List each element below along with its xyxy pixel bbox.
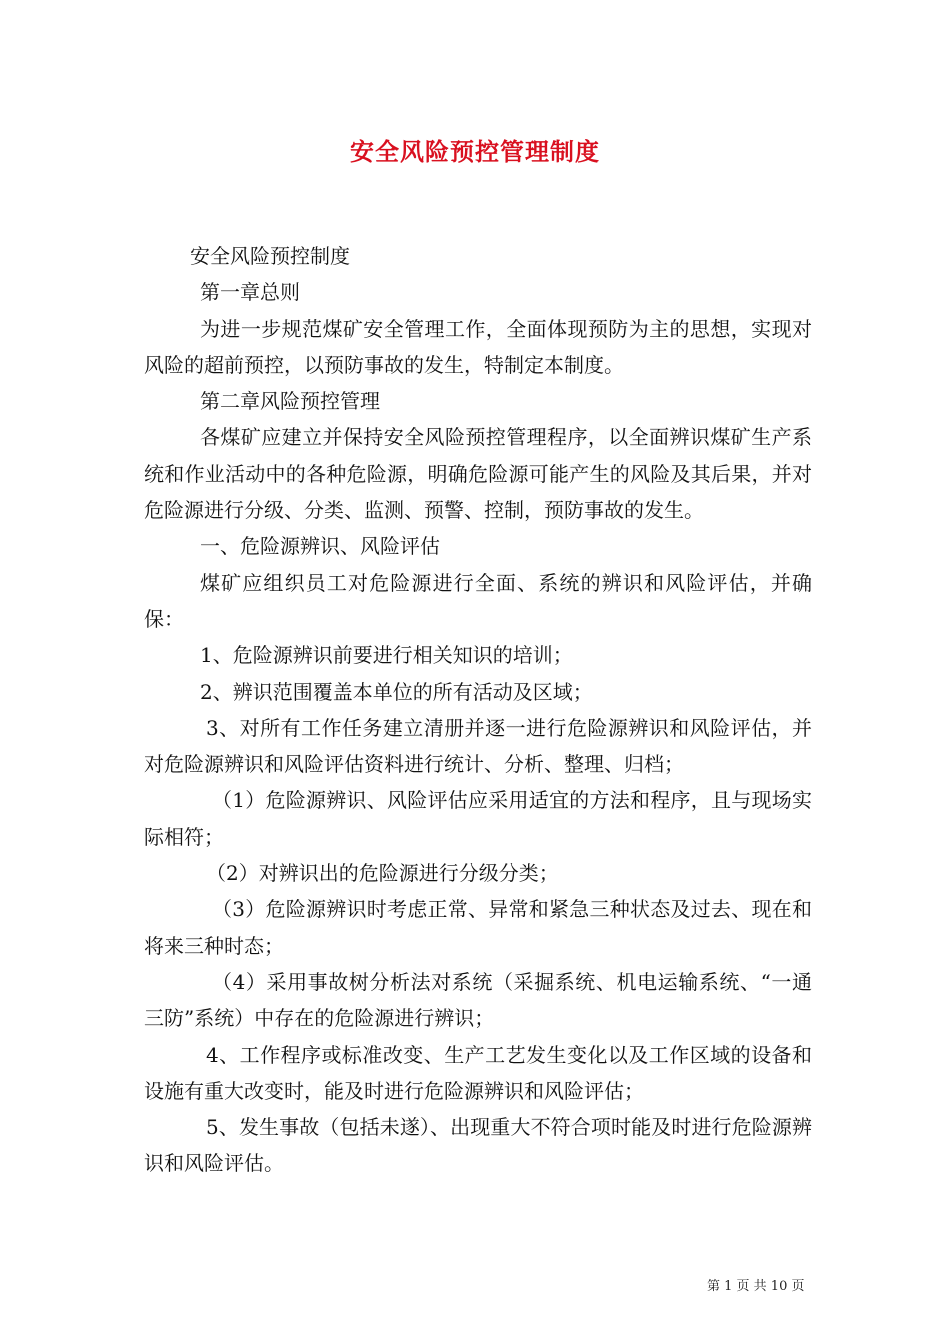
paragraph-item-1: 1、危险源辨识前要进行相关知识的培训； xyxy=(200,643,573,668)
document-body xyxy=(144,238,812,1182)
paragraph-subtitle: 安全风险预控制度 xyxy=(190,244,350,268)
paragraph-item-2: 2、辨识范围覆盖本单位的所有活动及区域； xyxy=(200,679,593,704)
paragraph-item-4: 4、工作程序或标准改变、生产工艺发生变化以及工作区域的设备和设施有重大改变时，能及时进行危险源辨识和风险评估； xyxy=(144,1042,812,1103)
paragraph-purpose: 为进一步规范煤矿安全管理工作，全面体现预防为主的思想，实现对风险的超前预控，以预防事故的发生，特制定本制度。 xyxy=(144,316,812,377)
paragraph-item-3: 3、对所有工作任务建立清册并逐一进行危险源辨识和风险评估，并对危险源辨识和风险评估资料进行统计、分析、整理、归档； xyxy=(144,715,812,777)
paragraph-chapter-2: 第二章风险预控管理 xyxy=(200,389,380,414)
paragraph-sub-1: （1）危险源辨识、风险评估应采用适宜的方法和程序，且与现场实际相符； xyxy=(144,788,812,849)
document-title: 安全风险预控管理制度 xyxy=(350,138,600,166)
paragraph-organize: 煤矿应组织员工对危险源进行全面、系统的辨识和风险评估，并确保： xyxy=(144,570,812,631)
paragraph-chapter-1: 第一章总则 xyxy=(200,280,300,305)
page-number-footer: 第 1 页 共 10 页 xyxy=(707,1279,805,1294)
paragraph-sub-4: （4）采用事故树分析法对系统（采掘系统、机电运输系统、“一通三防”系统）中存在的危险源进行辨识； xyxy=(144,969,812,1031)
paragraph-sub-3: （3）危险源辨识时考虑正常、异常和紧急三种状态及过去、现在和将来三种时态； xyxy=(144,897,812,958)
paragraph-item-5: 5、发生事故（包括未遂）、出现重大不符合项时能及时进行危险源辨识和风险评估。 xyxy=(144,1115,812,1176)
paragraph-section-1: 一、危险源辨识、风险评估 xyxy=(200,534,440,559)
paragraph-procedure: 各煤矿应建立并保持安全风险预控管理程序，以全面辨识煤矿生产系统和作业活动中的各种危险源，明确危险源可能产生的风险及其后果，并对危险源进行分级、分类、监测、预警、控制，预防事故的发生。 xyxy=(144,425,812,523)
paragraph-sub-2: （2）对辨识出的危险源进行分级分类； xyxy=(206,861,559,886)
